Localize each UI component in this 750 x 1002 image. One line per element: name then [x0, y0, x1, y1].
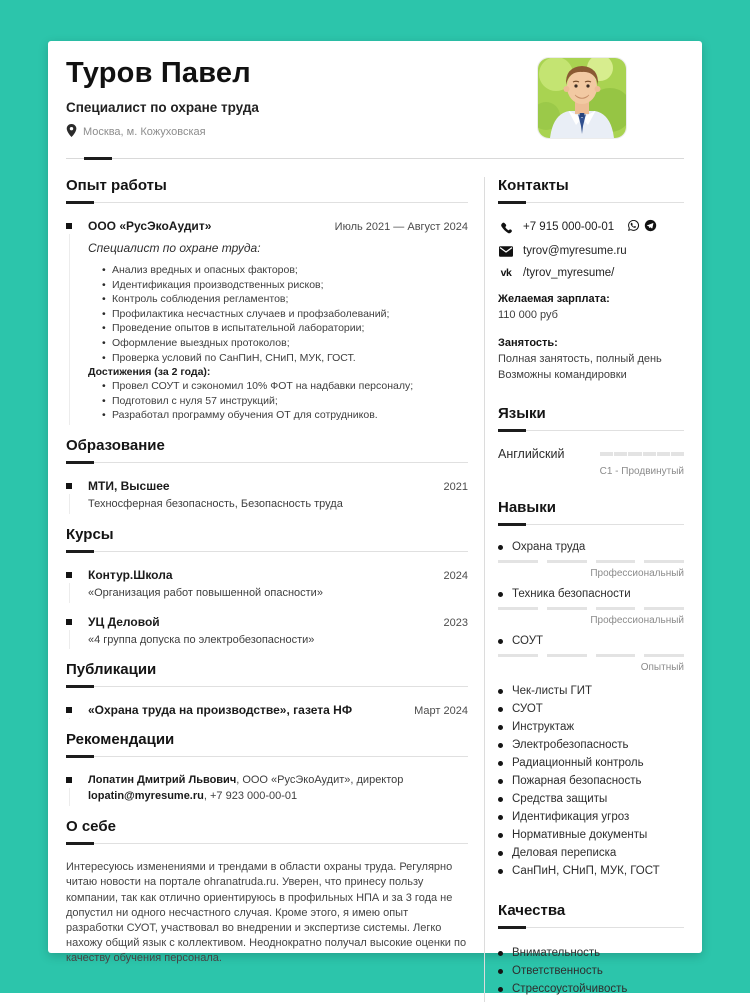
bar-segment-filled	[614, 452, 627, 456]
bullet-dot	[498, 689, 503, 694]
experience-entry	[66, 219, 468, 423]
recommendation-entry	[66, 773, 468, 804]
level-bar	[600, 452, 684, 456]
education-entry	[66, 479, 468, 512]
bar-segment-filled	[596, 654, 636, 657]
achievement-item: • Провел СОУТ и сэкономил 10% ФОТ на надбавки персоналу;	[102, 379, 468, 394]
section-rule	[498, 524, 684, 525]
section-heading: Образование	[66, 436, 165, 454]
duty-item: • Оформление выездных протоколов;	[102, 336, 468, 351]
salary-value: 110 000 руб	[498, 309, 558, 321]
education-year: 2021	[443, 480, 468, 493]
employment-block	[498, 337, 684, 383]
rated-skill	[498, 635, 684, 673]
section-heading: Навыки	[498, 499, 556, 517]
bar-segment-filled	[498, 607, 538, 610]
contact-phone-row	[498, 219, 684, 235]
resume-document	[48, 41, 702, 996]
bullet-dot	[498, 707, 503, 712]
course-entry	[66, 615, 468, 648]
skill-name-row	[498, 588, 684, 600]
bar-segment-filled	[547, 607, 587, 610]
section-rule	[498, 430, 684, 431]
quality-item	[498, 980, 684, 998]
resume-header	[66, 57, 684, 159]
rated-skill	[498, 541, 684, 579]
language-level-label: C1 - Продвинутый	[599, 466, 684, 478]
section-rule	[66, 202, 468, 203]
plain-skill	[498, 718, 684, 736]
bullet-dot	[498, 639, 503, 644]
course-desc: «Организация работ повышенной опасности»	[88, 586, 323, 599]
quality-item	[498, 962, 684, 980]
plain-skill-label: Идентификация угроз	[512, 811, 630, 824]
course-name: Контур.Школа	[88, 567, 173, 582]
bar-segment-empty	[671, 452, 684, 456]
salary-label: Желаемая зарплата:	[498, 293, 610, 305]
whatsapp-icon	[627, 219, 640, 235]
bar-segment-filled	[643, 452, 656, 456]
recommender-line	[88, 773, 468, 788]
bar-segment-filled	[657, 452, 670, 456]
publication-entry	[66, 703, 468, 717]
bullet-dot	[498, 743, 503, 748]
bar-segment-filled	[498, 560, 538, 563]
vk-icon: vk	[500, 267, 512, 279]
position-title: Специалист по охране труда:	[88, 241, 261, 255]
achievements-label: Достижения (за 2 года):	[88, 366, 211, 379]
section-heading: Языки	[498, 405, 546, 423]
section-rule	[66, 756, 468, 757]
bullet-dot	[498, 833, 503, 838]
section-rule	[66, 686, 468, 687]
course-desc: «4 группа допуска по электробезопасности»	[88, 633, 315, 646]
course-name: УЦ Деловой	[88, 614, 160, 629]
bar-segment-filled	[596, 560, 636, 563]
school-name: МТИ, Высшее	[88, 478, 170, 493]
section-publications	[66, 661, 468, 717]
person-name: Туров Павел	[66, 57, 251, 89]
recommender-name: Лопатин Дмитрий Львович	[88, 774, 237, 787]
plain-skill	[498, 826, 684, 844]
plain-skill	[498, 790, 684, 808]
skill-name-row	[498, 635, 684, 647]
recommender-phone: , +7 923 000-00-01	[203, 789, 298, 802]
bullet-dot	[498, 545, 503, 550]
bullet-dot	[498, 851, 503, 856]
section-heading: Качества	[498, 902, 566, 920]
language-item	[498, 447, 684, 477]
contact-email-row	[498, 245, 684, 257]
plain-skill-label: Деловая переписка	[512, 847, 617, 860]
qualities-list	[498, 944, 684, 998]
bar-segment-filled	[600, 452, 613, 456]
section-heading: Контакты	[498, 177, 569, 194]
publication-title: «Охрана труда на производстве», газета НФ	[88, 703, 353, 718]
level-bar	[498, 607, 684, 610]
plain-skill-label: Инструктаж	[512, 721, 575, 734]
recommender-contacts	[88, 789, 468, 804]
bar-segment-filled	[498, 654, 538, 657]
plain-skill-label: Нормативные документы	[512, 829, 648, 842]
courses-list	[66, 568, 468, 648]
bar-segment-filled	[547, 560, 587, 563]
section-heading: Публикации	[66, 661, 157, 679]
header-divider	[66, 158, 684, 159]
bullet-dot	[498, 987, 503, 992]
phone-number: +7 915 000-00-01	[523, 221, 615, 233]
recommender-role: , ООО «РусЭкоАудит», директор	[236, 774, 404, 787]
plain-skill	[498, 862, 684, 880]
achievement-item: • Подготовил с нуля 57 инструкций;	[102, 394, 468, 409]
location-text: Москва, м. Кожуховская	[83, 126, 206, 138]
section-about	[66, 818, 468, 966]
work-period: Июль 2021 — Август 2024	[334, 221, 468, 233]
duty-item: • Проверка условий по СанПиН, СНиП, МУК, ГОСТ.	[102, 351, 468, 366]
rated-skills-list	[498, 541, 684, 673]
quality-item-label: Ответственность	[512, 965, 603, 978]
languages-list	[498, 447, 684, 477]
language-row	[498, 447, 684, 461]
bullet-dot	[498, 869, 503, 874]
plain-skill-label: Чек-листы ГИТ	[512, 685, 593, 698]
section-heading: Опыт работы	[66, 177, 167, 194]
achievement-item: • Разработал программу обучения ОТ для сотрудников.	[102, 408, 468, 423]
plain-skill	[498, 700, 684, 718]
sidebar-column	[485, 177, 684, 1002]
plain-skill	[498, 754, 684, 772]
bullet-dot	[498, 592, 503, 597]
section-rule	[66, 462, 468, 463]
skill-name: СОУТ	[512, 635, 544, 648]
envelope-icon	[498, 246, 514, 257]
achievements-list	[88, 379, 468, 423]
vk-handle: /tyrov_myresume/	[523, 267, 615, 279]
plain-skill	[498, 772, 684, 790]
telegram-icon	[644, 219, 657, 235]
course-year: 2023	[443, 616, 468, 629]
skill-level-label: Профессиональный	[590, 568, 684, 580]
main-column	[66, 177, 468, 1002]
course-entry	[66, 568, 468, 601]
bullet-dot	[498, 969, 503, 974]
company-name: ООО «РусЭкоАудит»	[88, 219, 212, 233]
section-heading: Рекомендации	[66, 731, 175, 749]
recommender-email: lopatin@myresume.ru	[88, 789, 204, 802]
bar-segment-filled	[644, 560, 684, 563]
plain-skill-label: СУОТ	[512, 703, 543, 716]
bullet-dot	[498, 815, 503, 820]
location-pin-icon	[66, 124, 77, 140]
profile-photo	[537, 57, 627, 139]
plain-skill	[498, 736, 684, 754]
email-address: tyrov@myresume.ru	[523, 245, 627, 257]
bar-segment-filled	[644, 607, 684, 610]
bullet-dot	[498, 779, 503, 784]
section-education	[66, 437, 468, 512]
duty-item: • Контроль соблюдения регламентов;	[102, 292, 468, 307]
skill-name-row	[498, 541, 684, 553]
employment-label: Занятость:	[498, 337, 558, 350]
course-year: 2024	[443, 569, 468, 582]
skill-level-label: Профессиональный	[590, 615, 684, 627]
employment-type: Полная занятость, полный день	[498, 353, 662, 366]
section-rule	[66, 843, 468, 844]
duty-item: • Анализ вредных и опасных факторов;	[102, 263, 468, 278]
plain-skill-label: СанПиН, СНиП, МУК, ГОСТ	[512, 865, 660, 878]
quality-item-label: Внимательность	[512, 947, 601, 960]
section-contacts	[498, 177, 684, 383]
section-courses	[66, 526, 468, 648]
course-head	[88, 568, 468, 582]
section-qualities	[498, 902, 684, 998]
plain-skills-list	[498, 682, 684, 880]
plain-skill	[498, 844, 684, 862]
contact-vk-row	[498, 267, 684, 279]
bullet-dot	[498, 951, 503, 956]
plain-skill-label: Пожарная безопасность	[512, 775, 642, 788]
salary-block	[498, 293, 684, 323]
bar-segment-filled	[596, 607, 636, 610]
plain-skill-label: Радиационный контроль	[512, 757, 644, 770]
language-name: Английский	[498, 447, 565, 462]
course-head	[88, 615, 468, 629]
skill-name: Охрана труда	[512, 541, 586, 554]
publication-date: Март 2024	[414, 705, 468, 718]
section-heading: Курсы	[66, 525, 114, 543]
bullet-dot	[498, 761, 503, 766]
bar-segment-filled	[628, 452, 641, 456]
person-job-title: Специалист по охране труда	[66, 100, 259, 115]
bullet-dot	[498, 797, 503, 802]
section-experience	[66, 177, 468, 423]
level-bar	[498, 654, 684, 657]
bar-segment-filled	[547, 654, 587, 657]
plain-skill	[498, 682, 684, 700]
plain-skill-label: Средства защиты	[512, 793, 608, 806]
bar-segment-empty	[644, 654, 684, 657]
section-languages	[498, 405, 684, 477]
plain-skill-label: Электробезопасность	[512, 739, 629, 752]
duties-list	[88, 263, 468, 365]
about-text: Интересуюсь изменениями и трендами в области охраны труда. Регулярно читаю новости на портале ohranatruda.ru. Уверен, что принесу пользу компании, так как отлично ориентируюсь в профильных НПА и за 3 года не допустил ни одного несчастного случая. Кроме этого, я имею опыт разработки СУОТ, участвовал во внедрении и экспертизе системы. Легко нахожу общий язык с коллективом. Неоднократно получал высокие оценки по качеству обучения персонала.	[66, 861, 467, 965]
section-recommendations	[66, 731, 468, 804]
duty-item: • Идентификация производственных рисков;	[102, 278, 468, 293]
rated-skill	[498, 588, 684, 626]
skill-name: Техника безопасности	[512, 588, 631, 601]
section-rule	[498, 927, 684, 928]
quality-item-label: Стрессоустойчивость	[512, 983, 628, 996]
duty-item: • Профилактика несчастных случаев и профзаболеваний;	[102, 307, 468, 322]
level-bar	[498, 560, 684, 563]
section-heading: О себе	[66, 818, 116, 836]
phone-icon	[498, 221, 514, 234]
plain-skill	[498, 808, 684, 826]
employment-trips: Возможны командировки	[498, 368, 627, 381]
section-rule	[498, 202, 684, 203]
education-desc: Техносферная безопасность, Безопасность труда	[88, 497, 343, 510]
quality-item	[498, 944, 684, 962]
duty-item: • Проведение опытов в испытательной лаборатории;	[102, 321, 468, 336]
section-skills	[498, 499, 684, 880]
section-rule	[66, 551, 468, 552]
bullet-dot	[498, 725, 503, 730]
skill-level-label: Опытный	[640, 662, 684, 674]
